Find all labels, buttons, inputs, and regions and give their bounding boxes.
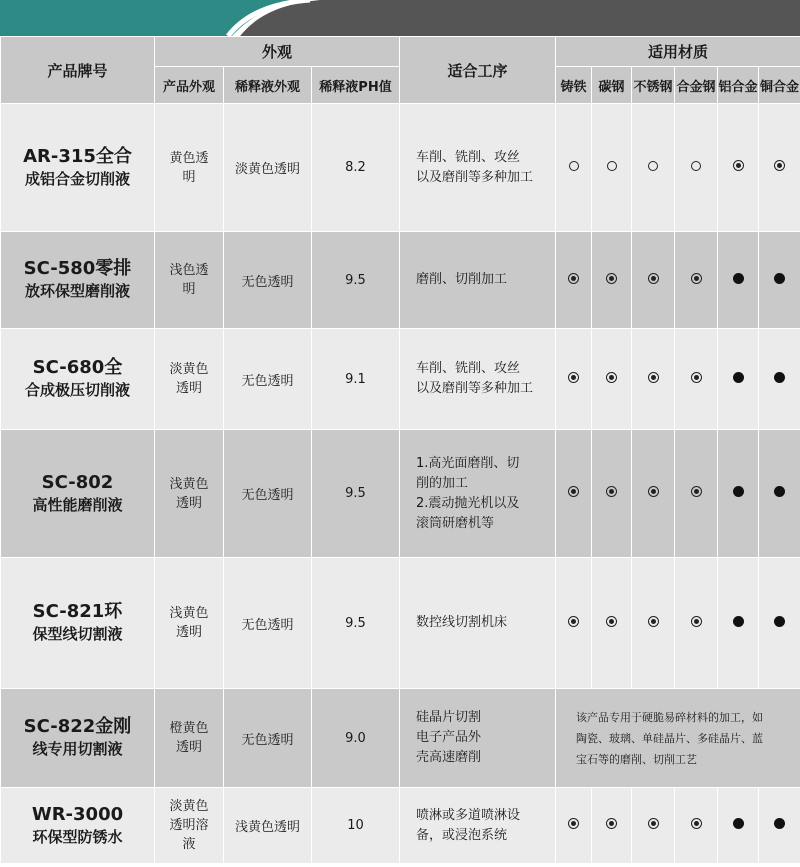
header-materials: 适用材质 [556, 37, 800, 67]
dilution-ph: 9.5 [312, 558, 400, 689]
product-appearance [155, 232, 224, 329]
product-appearance-text: 淡黄色透明溶液 [169, 799, 209, 852]
process-line: 硅晶片切割 [416, 710, 482, 725]
product-name-line1: SC-822金刚 [23, 716, 132, 737]
process-line: 磨削、切削加工 [416, 272, 508, 287]
bullseye-icon [691, 486, 702, 497]
filled-dot-icon [774, 486, 785, 497]
header-material-alloy-steel: 合金钢 [675, 67, 718, 104]
filled-dot-icon [774, 273, 785, 284]
process [400, 689, 556, 788]
product-name-line2: 保型线切割液 [32, 625, 123, 643]
process [400, 788, 556, 864]
bullseye-icon [648, 372, 659, 383]
process-line: 削的加工 [416, 475, 469, 491]
material-aluminum [718, 430, 759, 558]
product-appearance-text: 橙黄色透明 [169, 721, 209, 755]
bullseye-icon [606, 616, 617, 627]
process-line: 车削、铣削、攻丝 [416, 361, 521, 376]
table-row [1, 558, 800, 689]
bullseye-icon [648, 486, 659, 497]
dilution-appearance: 无色透明 [224, 232, 312, 329]
product-appearance-text: 黄色透明 [169, 150, 209, 185]
process [400, 558, 556, 689]
table-row [1, 689, 800, 788]
material-stainless [632, 788, 675, 864]
product-name-line1: SC-802 [41, 471, 114, 493]
product-appearance-text: 浅色透明 [169, 263, 209, 297]
bullseye-icon [691, 818, 702, 829]
process-line: 电子产品外 [416, 730, 482, 745]
process-line: 2.震动抛光机以及 [416, 495, 520, 511]
bullseye-icon [568, 486, 579, 497]
bullseye-icon [606, 372, 617, 383]
bullseye-icon [691, 273, 702, 284]
material-alloy-steel [675, 558, 718, 689]
material-note-line: 宝石等的磨削、切削工艺 [576, 752, 698, 766]
table-row [1, 788, 800, 864]
product-name-sc-802 [1, 430, 155, 558]
filled-dot-icon [774, 818, 785, 829]
material-aluminum [718, 329, 759, 430]
table-row [1, 104, 800, 232]
product-name-line1: WR-3000 [31, 803, 124, 825]
product-appearance-text: 浅黄色透明 [169, 606, 209, 640]
material-copper [759, 104, 800, 232]
product-name-line1: SC-680全 [32, 357, 123, 378]
product-spec-table [0, 36, 800, 864]
product-name-line2: 线专用切割液 [32, 740, 123, 758]
material-cast-iron [556, 329, 592, 430]
product-appearance [155, 689, 224, 788]
process-line: 喷淋或多道喷淋设 [416, 807, 521, 823]
process-line: 数控线切割机床 [416, 615, 508, 630]
dilution-ph: 10 [312, 788, 400, 864]
product-name-sc-580 [1, 232, 155, 329]
product-name-sc-680 [1, 329, 155, 430]
material-alloy-steel [675, 788, 718, 864]
header-banner [0, 0, 800, 36]
material-aluminum [718, 104, 759, 232]
bullseye-icon [568, 372, 579, 383]
material-carbon-steel [592, 232, 632, 329]
material-note [556, 689, 800, 788]
bullseye-icon [648, 616, 659, 627]
product-appearance-text: 浅黄色透明 [169, 476, 209, 511]
product-name-sc-821 [1, 558, 155, 689]
process-line: 以及磨削等多种加工 [416, 169, 534, 185]
material-copper [759, 558, 800, 689]
material-alloy-steel [675, 232, 718, 329]
ring-icon [569, 161, 579, 171]
material-alloy-steel [675, 430, 718, 558]
header-material-stainless: 不锈钢 [632, 67, 675, 104]
header-process: 适合工序 [400, 37, 556, 104]
material-carbon-steel [592, 788, 632, 864]
material-stainless [632, 329, 675, 430]
product-appearance-text: 淡黄色透明 [169, 362, 209, 396]
process [400, 232, 556, 329]
bullseye-icon [691, 372, 702, 383]
material-stainless [632, 430, 675, 558]
product-appearance [155, 104, 224, 232]
process [400, 329, 556, 430]
material-cast-iron [556, 788, 592, 864]
product-name-wr-3000 [1, 788, 155, 864]
bullseye-icon [733, 160, 744, 171]
product-name-line2: 合成极压切削液 [24, 381, 130, 399]
bullseye-icon [606, 486, 617, 497]
process-line: 壳高速磨削 [416, 750, 482, 765]
filled-dot-icon [774, 616, 785, 627]
filled-dot-icon [733, 486, 744, 497]
filled-dot-icon [774, 372, 785, 383]
product-appearance [155, 430, 224, 558]
filled-dot-icon [733, 818, 744, 829]
ring-icon [648, 161, 658, 171]
material-stainless [632, 104, 675, 232]
process-line: 以及磨削等多种加工 [416, 381, 534, 396]
product-name-line1: SC-821环 [32, 601, 123, 622]
material-stainless [632, 232, 675, 329]
material-copper [759, 788, 800, 864]
header-material-copper: 铜合金 [759, 67, 800, 104]
dilution-ph: 9.5 [312, 232, 400, 329]
material-stainless [632, 558, 675, 689]
header-product: 产品牌号 [1, 37, 155, 104]
product-name-line1: AR-315全合 [23, 145, 132, 167]
filled-dot-icon [733, 616, 744, 627]
material-note-line: 该产品专用于硬脆易碎材料的加工，如 [576, 710, 764, 724]
product-name-line1: SC-580零排 [23, 258, 132, 279]
material-aluminum [718, 232, 759, 329]
product-name-ar-315 [1, 104, 155, 232]
header-appearance: 外观 [155, 37, 400, 67]
material-aluminum [718, 788, 759, 864]
dilution-appearance: 无色透明 [224, 689, 312, 788]
ring-icon [691, 161, 701, 171]
dilution-appearance: 淡黄色透明 [224, 104, 312, 232]
process-line: 1.高光面磨削、切 [416, 455, 520, 471]
filled-dot-icon [733, 372, 744, 383]
bullseye-icon [691, 616, 702, 627]
material-alloy-steel [675, 329, 718, 430]
bullseye-icon [606, 273, 617, 284]
process [400, 104, 556, 232]
dilution-ph: 8.2 [312, 104, 400, 232]
bullseye-icon [568, 616, 579, 627]
dilution-appearance: 浅黄色透明 [224, 788, 312, 864]
product-appearance [155, 329, 224, 430]
material-copper [759, 232, 800, 329]
dilution-ph: 9.0 [312, 689, 400, 788]
bullseye-icon [606, 818, 617, 829]
dilution-appearance: 无色透明 [224, 430, 312, 558]
material-alloy-steel [675, 104, 718, 232]
product-name-sc-822 [1, 689, 155, 788]
product-appearance [155, 558, 224, 689]
header-product-appearance: 产品外观 [155, 67, 224, 104]
product-name-line2: 放环保型磨削液 [24, 282, 130, 300]
bullseye-icon [648, 818, 659, 829]
dilution-appearance: 无色透明 [224, 329, 312, 430]
filled-dot-icon [733, 273, 744, 284]
process [400, 430, 556, 558]
table-row [1, 430, 800, 558]
bullseye-icon [568, 273, 579, 284]
material-cast-iron [556, 232, 592, 329]
dilution-appearance: 无色透明 [224, 558, 312, 689]
header-dilution-appearance: 稀释液外观 [224, 67, 312, 104]
bullseye-icon [774, 160, 785, 171]
table-row [1, 329, 800, 430]
material-carbon-steel [592, 104, 632, 232]
product-name-line2: 环保型防锈水 [32, 827, 123, 846]
ring-icon [607, 161, 617, 171]
process-line: 滚筒研磨机等 [416, 515, 495, 531]
header-dilution-ph: 稀释液PH值 [312, 67, 400, 104]
product-appearance [155, 788, 224, 864]
material-copper [759, 329, 800, 430]
bullseye-icon [568, 818, 579, 829]
material-cast-iron [556, 104, 592, 232]
process-line: 车削、铣削、攻丝 [416, 149, 521, 165]
product-name-line2: 高性能磨削液 [32, 495, 123, 514]
material-carbon-steel [592, 430, 632, 558]
header-material-aluminum: 铝合金 [718, 67, 759, 104]
material-cast-iron [556, 430, 592, 558]
material-aluminum [718, 558, 759, 689]
material-note-line: 陶瓷、玻璃、单硅晶片、多硅晶片、蓝 [576, 731, 764, 745]
header-material-carbon-steel: 碳钢 [592, 67, 632, 104]
material-carbon-steel [592, 329, 632, 430]
dilution-ph: 9.1 [312, 329, 400, 430]
material-cast-iron [556, 558, 592, 689]
dilution-ph: 9.5 [312, 430, 400, 558]
material-copper [759, 430, 800, 558]
table-row [1, 232, 800, 329]
product-name-line2: 成铝合金切削液 [24, 169, 130, 188]
material-carbon-steel [592, 558, 632, 689]
header-material-cast-iron: 铸铁 [556, 67, 592, 104]
bullseye-icon [648, 273, 659, 284]
process-line: 备，或浸泡系统 [416, 827, 508, 843]
